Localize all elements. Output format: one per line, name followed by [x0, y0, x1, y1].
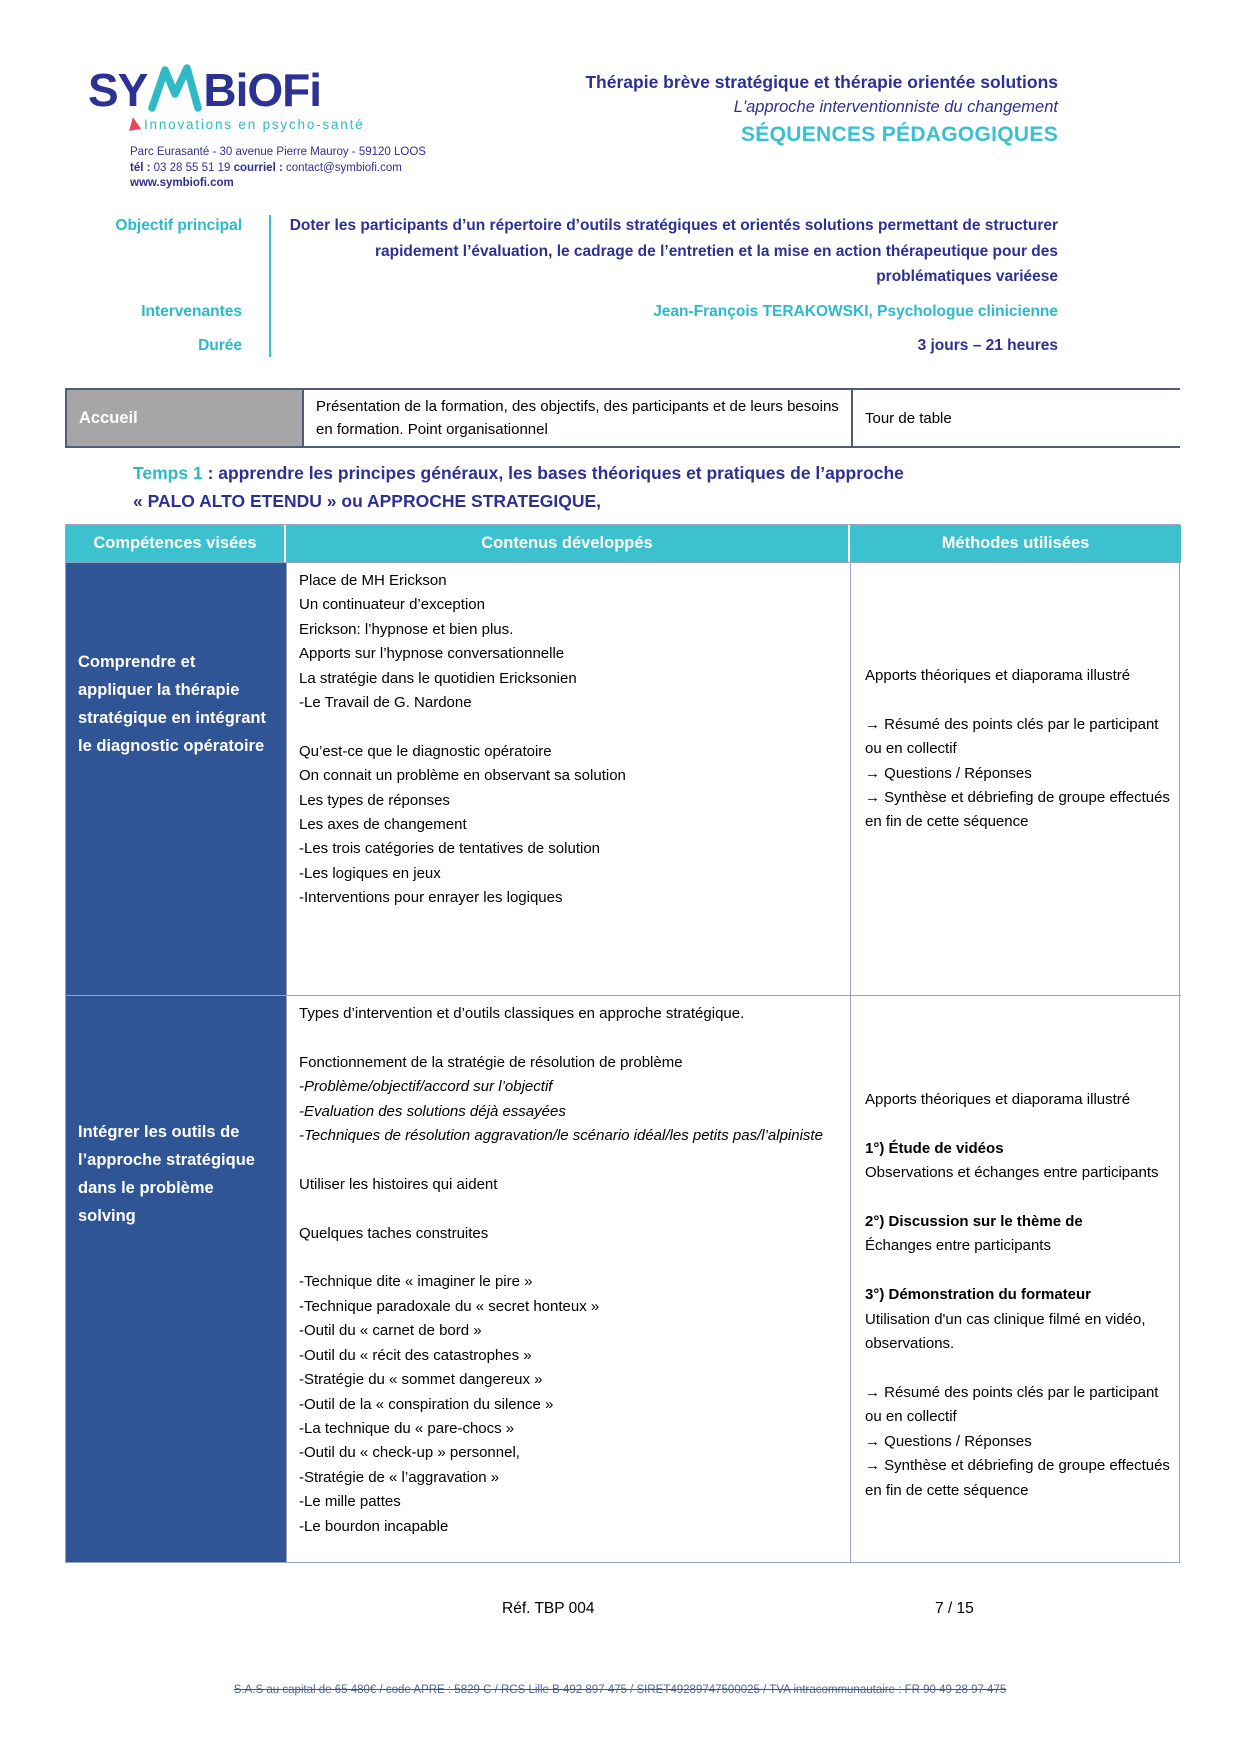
- text-line: -Outil du « check-up » personnel,: [299, 1444, 520, 1462]
- text-line: -Interventions pour enrayer les logiques: [299, 889, 563, 907]
- text-line: Apports théoriques et diaporama illustré: [865, 667, 1131, 684]
- text-line: [865, 1112, 1173, 1136]
- text-line: -Outil de la « conspiration du silence »: [299, 1395, 554, 1413]
- text-line: Observations et échanges entre participants: [865, 1164, 1159, 1182]
- symbiofi-logo: [88, 64, 548, 116]
- info-value-duree: 3 jours – 21 heures: [917, 337, 1058, 354]
- text-line: -Le mille pattes: [299, 1493, 401, 1511]
- document-type-title: SÉQUENCES PÉDAGOGIQUES: [741, 123, 1058, 146]
- text-line: → Résumé des points clés par le participant ou en collectif: [865, 1383, 1159, 1426]
- column-header-methodes: Méthodes utilisées: [850, 525, 1181, 562]
- temps1-text: : apprendre les principes généraux, les bases théoriques et pratiques de l’approche: [202, 463, 904, 483]
- text-line: -Stratégie de « l’aggravation »: [299, 1468, 500, 1486]
- temps1-heading-line1: [133, 459, 1123, 487]
- text-line: -Stratégie du « sommet dangereux »: [299, 1371, 543, 1389]
- accueil-description-cell: Présentation de la formation, des objectifs, des participants et de leurs besoins en formation. Point organisationnel: [302, 390, 851, 446]
- text-line: [865, 1186, 1173, 1210]
- text-line: [299, 1197, 838, 1221]
- text-line: Utilisation d'un cas clinique filmé en vidéo, observations.: [865, 1310, 1146, 1353]
- text-line: -Outil du « carnet de bord »: [299, 1322, 482, 1340]
- text-segment: contact@symbiofi.com: [285, 161, 402, 174]
- text-line: → Questions / Réponses: [865, 764, 1032, 782]
- contenus-cell-row1: [286, 562, 850, 995]
- text-line: [299, 1246, 838, 1270]
- text-line: Les types de réponses: [299, 791, 450, 809]
- teal-wave-m-icon: [148, 64, 202, 112]
- text-line: -Technique dite « imaginer le pire »: [299, 1273, 533, 1291]
- text-line: [865, 1259, 1173, 1283]
- text-segment: courriel :: [233, 161, 286, 174]
- competence-cell-row2: Intégrer les outils de l’approche stratégique dans le problème solving: [66, 995, 286, 1562]
- text-line: Utiliser les histoires qui aident: [299, 1175, 498, 1193]
- temps1-label: Temps 1: [133, 463, 203, 483]
- document-reference: Réf. TBP 004: [502, 1600, 595, 1617]
- text-line: [865, 688, 1173, 712]
- text-line: -La technique du « pare-chocs »: [299, 1419, 515, 1437]
- info-value-intervenantes: Jean-François TERAKOWSKI, Psychologue clinicienne: [653, 302, 1058, 320]
- text-line: → Résumé des points clés par le participant ou en collectif: [865, 715, 1159, 758]
- competence-cell-row1: Comprendre et appliquer la thérapie stratégique en intégrant le diagnostic opératoire: [66, 562, 286, 995]
- text-line: [865, 1356, 1173, 1380]
- text-line: Erickson: l’hypnose et bien plus.: [299, 620, 514, 638]
- text-line: Apports théoriques et diaporama illustré: [865, 1091, 1131, 1108]
- logo-text-suffix: BiOFi: [203, 64, 322, 116]
- text-line: → Synthèse et débriefing de groupe effectués en fin de cette séquence: [865, 1457, 1170, 1499]
- column-header-contenus: Contenus développés: [286, 525, 850, 562]
- training-info-section: [65, 213, 1058, 359]
- text-line: Un continuateur d’exception: [299, 596, 485, 614]
- text-line: -Le Travail de G. Nardone: [299, 694, 472, 712]
- company-website: www.symbiofi.com: [130, 177, 234, 189]
- info-label-intervenantes: Intervenantes: [141, 302, 242, 320]
- text-line: On connait un problème en observant sa solution: [299, 767, 626, 785]
- address-line: [130, 161, 548, 177]
- text-line: [299, 1148, 838, 1172]
- document-header: [585, 70, 1058, 149]
- text-line: -Outil du « récit des catastrophes »: [299, 1346, 532, 1364]
- text-line: -Evaluation des solutions déjà essayées: [299, 1102, 566, 1120]
- accueil-title-cell: Accueil: [67, 390, 302, 446]
- text-line: Qu’est-ce que le diagnostic opératoire: [299, 742, 552, 760]
- text-line: 2°) Discussion sur le thème de: [865, 1213, 1083, 1231]
- text-line: -Les logiques en jeux: [299, 864, 441, 882]
- text-line: 3°) Démonstration du formateur: [865, 1286, 1092, 1304]
- text-line: -Problème/objectif/accord sur l’objectif: [299, 1078, 553, 1096]
- text-segment: 03 28 55 51 19: [153, 161, 234, 174]
- text-line: [299, 1026, 838, 1050]
- logo-red-triangle-icon: [127, 116, 141, 131]
- text-line: Place de MH Erickson: [299, 572, 447, 589]
- text-line: Types d’intervention et d’outils classiques en approche stratégique.: [299, 1005, 745, 1022]
- temps1-heading: [133, 459, 1123, 515]
- methodes-cell-row1: [850, 562, 1181, 995]
- text-line: Échanges entre participants: [865, 1237, 1051, 1255]
- info-value-objectif: Doter les participants d’un répertoire d’outils stratégiques et orientés solutions permettant de structurer rapidement l’évaluation, le cadrage de l’entretien et la mise en action thérapeutique pour des problématiques variéese: [289, 217, 1058, 285]
- methodes-cell-row2: [850, 995, 1181, 1562]
- text-line: La stratégie dans le quotidien Ericksonien: [299, 669, 577, 687]
- training-title: Thérapie brève stratégique et thérapie orientée solutions: [585, 72, 1058, 92]
- address-line: Parc Eurasanté - 30 avenue Pierre Mauroy - 59120 LOOS: [130, 146, 426, 158]
- text-line: -Technique paradoxale du « secret honteux »: [299, 1297, 600, 1315]
- text-line: -Les trois catégories de tentatives de solution: [299, 840, 601, 858]
- text-line: -Techniques de résolution aggravation/le scénario idéal/les petits pas/l’alpiniste: [299, 1127, 823, 1145]
- logo-tagline: Innovations en psycho-santé: [144, 117, 365, 132]
- text-line: Quelques taches construites: [299, 1224, 489, 1242]
- text-segment: tél :: [130, 161, 154, 174]
- contenus-cell-row2: [286, 995, 850, 1562]
- info-label-duree: Durée: [198, 337, 242, 354]
- info-label-objectif: Objectif principal: [115, 217, 242, 234]
- temps1-heading-line2: « PALO ALTO ETENDU » ou APPROCHE STRATEGIQUE,: [133, 491, 601, 511]
- logo-block: [88, 64, 548, 192]
- accueil-table: [65, 388, 1180, 448]
- text-line: → Synthèse et débriefing de groupe effectués en fin de cette séquence: [865, 789, 1170, 831]
- text-line: [299, 715, 838, 739]
- text-line: Les axes de changement: [299, 816, 467, 834]
- page-number: 7 / 15: [935, 1600, 974, 1617]
- text-line: → Questions / Réponses: [865, 1432, 1032, 1450]
- accueil-method-cell: Tour de table: [851, 390, 1182, 446]
- text-line: Fonctionnement de la stratégie de résolution de problème: [299, 1053, 683, 1071]
- logo-text-prefix: SY: [88, 64, 148, 116]
- company-address: [130, 145, 548, 192]
- training-subtitle: L'approche interventionniste du changement: [733, 98, 1058, 116]
- text-line: Apports sur l’hypnose conversationnelle: [299, 645, 565, 663]
- legal-footer-line: S.A.S au capital de 65 480€ / code APRE : 5829 C / RCS Lille B 492 897 475 / SIRET49289747500025 / TVA intracommunautaire : FR 90 49 28 97 475: [233, 1684, 1007, 1696]
- column-header-competences: Compétences visées: [66, 525, 286, 562]
- sequences-table: [65, 524, 1180, 1563]
- text-line: 1°) Étude de vidéos: [865, 1139, 1004, 1157]
- text-line: -Le bourdon incapable: [299, 1517, 449, 1535]
